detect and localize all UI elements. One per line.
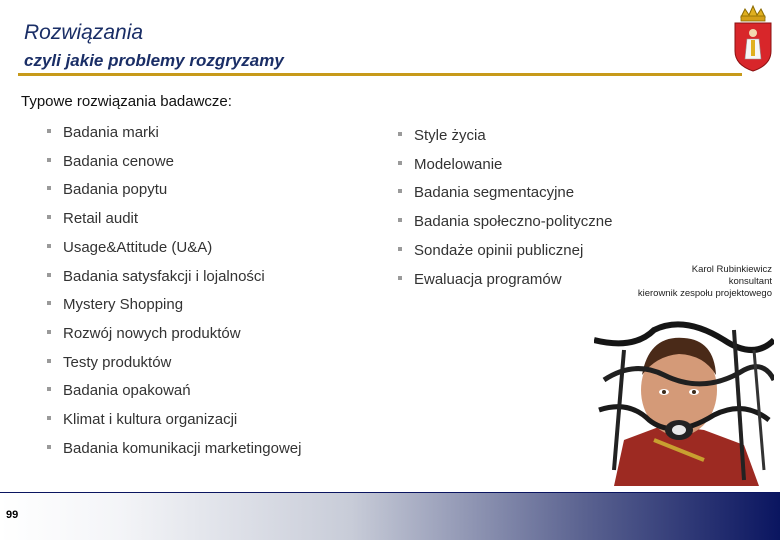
list-item xyxy=(47,411,237,428)
list-item xyxy=(398,156,502,173)
list-item xyxy=(47,153,174,170)
bullet-icon xyxy=(398,247,402,251)
page-subtitle: czyli jakie problemy rozgryzamy xyxy=(24,51,284,70)
list-item-label: Badania cenowe xyxy=(63,152,174,170)
list-item xyxy=(398,213,612,230)
photo-caption xyxy=(638,264,772,300)
list-item-label: Badania komunikacji marketingowej xyxy=(63,439,302,457)
list-item xyxy=(398,184,574,201)
bullet-icon xyxy=(47,129,51,133)
list-item xyxy=(398,271,562,288)
bullet-icon xyxy=(47,158,51,162)
list-item-label: Ewaluacja programów xyxy=(414,270,562,288)
list-item xyxy=(47,382,191,399)
bullet-icon xyxy=(398,276,402,280)
list-item-label: Testy produktów xyxy=(63,353,172,371)
caption-name: Karol Rubinkiewicz xyxy=(691,264,772,275)
list-item xyxy=(47,181,167,198)
list-item-label: Badania satysfakcji i lojalności xyxy=(63,267,265,285)
list-item xyxy=(47,325,241,342)
page-title: Rozwiązania xyxy=(24,21,144,44)
list-item xyxy=(398,242,583,259)
bullet-icon xyxy=(398,218,402,222)
list-item xyxy=(47,440,301,457)
section-label: Typowe rozwiązania badawcze: xyxy=(21,93,232,110)
bullet-icon xyxy=(47,359,51,363)
list-item xyxy=(47,296,183,313)
list-item xyxy=(47,239,212,256)
bullet-icon xyxy=(47,186,51,190)
consultant-photo xyxy=(594,320,774,486)
list-item-label: Mystery Shopping xyxy=(63,296,184,314)
list-item xyxy=(47,354,171,371)
list-item-label: Badania popytu xyxy=(63,181,168,199)
list-item-label: Sondaże opinii publicznej xyxy=(414,241,584,259)
list-item-label: Klimat i kultura organizacji xyxy=(63,411,238,428)
list-item-label: Retail audit xyxy=(63,210,139,228)
bullet-icon xyxy=(398,189,402,193)
crest-logo-icon xyxy=(731,3,775,73)
list-item xyxy=(47,124,159,141)
caption-role: konsultant xyxy=(728,276,772,287)
header-rule xyxy=(18,73,742,76)
list-item-label: Style życia xyxy=(414,127,486,144)
bullet-icon xyxy=(47,416,51,420)
list-item-label: Rozwój nowych produktów xyxy=(63,324,241,342)
bullet-icon xyxy=(47,215,51,219)
bullet-icon xyxy=(47,330,51,334)
list-item-label: Badania społeczno-polityczne xyxy=(414,213,613,231)
bullet-icon xyxy=(398,161,402,165)
bullet-icon xyxy=(47,301,51,305)
list-item-label: Badania opakowań xyxy=(63,382,191,400)
caption-role-secondary: kierownik zespołu projektowego xyxy=(637,288,772,299)
list-item xyxy=(47,210,138,227)
bullet-icon xyxy=(47,445,51,449)
page-number: 99 xyxy=(6,509,19,521)
list-item xyxy=(398,127,486,144)
footer-bar xyxy=(0,493,780,540)
bullet-icon xyxy=(47,244,51,248)
bullet-icon xyxy=(47,387,51,391)
bullet-icon xyxy=(398,132,402,136)
list-item-label: Usage&Attitude (U&A) xyxy=(63,238,213,256)
bullet-icon xyxy=(47,273,51,277)
list-item-label: Badania marki xyxy=(63,124,159,141)
list-item-label: Modelowanie xyxy=(414,155,503,173)
list-item-label: Badania segmentacyjne xyxy=(414,184,575,202)
list-item xyxy=(47,268,265,285)
